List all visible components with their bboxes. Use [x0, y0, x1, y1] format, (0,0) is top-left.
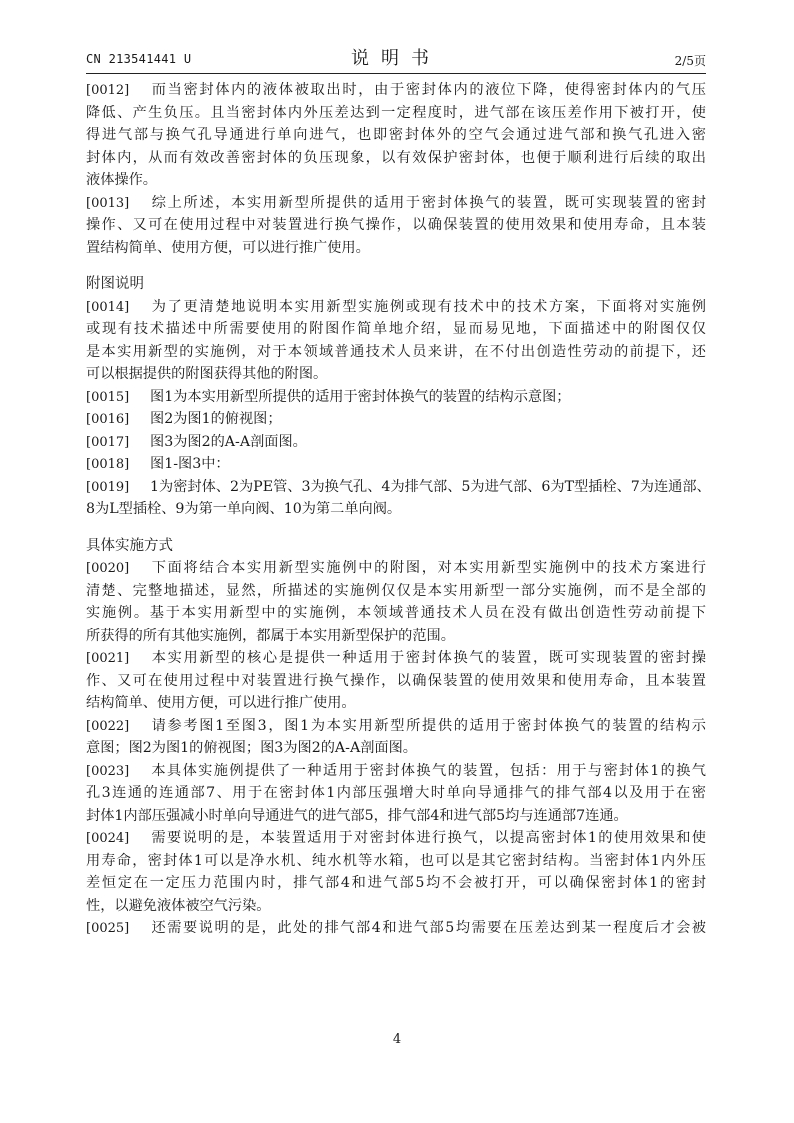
text-line: 意图；图2为图1的俯视图；图3为图2的A-A剖面图。	[86, 740, 417, 756]
text-line: 是本实用新型的实施例，对于本领域普通技术人员来讲，在不付出创造性劳动的前提下，还	[86, 343, 706, 360]
paragraph-number: [0021]	[86, 651, 130, 666]
text-line: 为了更清楚地说明本实用新型实施例或现有技术中的技术方案，下面将对实施例	[150, 298, 706, 315]
paragraph-number: [0018]	[86, 457, 130, 472]
text-line: 8为L型插栓、9为第一单向阀、10为第二单向阀。	[86, 501, 402, 517]
paragraph-0024	[86, 827, 706, 917]
paragraph-number: [0019]	[86, 479, 130, 495]
text-line: 置结构简单、使用方便，可以进行推广使用。	[86, 239, 370, 256]
text-line: 用寿命，密封体1可以是净水机、纯水机等水箱，也可以是其它密封结构。当密封体1内外压	[86, 852, 706, 869]
paragraph-0014	[86, 296, 706, 386]
text-line: 还需要说明的是，此处的排气部4和进气部5均需要在压差达到某一程度后才会被	[150, 920, 706, 936]
page-header	[86, 44, 706, 70]
text-line: 操作、又可在使用过程中对装置进行换气操作，以确保装置的使用效果和使用寿命，且本装	[86, 217, 706, 233]
text-line: 清楚、完整地描述，显然，所描述的实施例仅仅是本实用新型一部分实施例，而不是全部的	[86, 582, 706, 599]
text-line: 或现有技术描述中所需要使用的附图作简单地介绍，显而易见地，下面描述中的附图仅仅	[86, 321, 706, 337]
text-line: 降低、产生负压。且当密封体内外压差达到一定程度时，进气部在该压差作用下被打开，使	[86, 104, 706, 121]
paragraph-number: [0024]	[86, 831, 130, 846]
text-line: 得进气部与换气孔导通进行单向进气，也即密封体外的空气会通过进气部和换气孔进入密	[86, 127, 706, 143]
section-heading-embodiments: 具体实施方式	[86, 537, 173, 554]
page-info: 2/5页	[674, 54, 706, 68]
document-body	[86, 79, 711, 940]
paragraph-0012	[86, 79, 706, 192]
paragraph-number: [0012]	[86, 83, 130, 98]
paragraph-0023	[86, 760, 706, 828]
paragraph-number: [0017]	[86, 434, 130, 450]
paragraph-0016	[86, 408, 706, 431]
text-line: 而当密封体内的液体被取出时，由于密封体内的液位下降，使得密封体内的气压	[150, 82, 706, 98]
text-line: 性，以避免液体被空气污染。	[86, 897, 271, 914]
paragraph-number: [0013]	[86, 195, 130, 211]
text-line: 可以根据提供的附图获得其他的附图。	[86, 366, 328, 382]
header-rule	[86, 73, 706, 74]
text-line: 实施例。基于本实用新型中的实施例，本领域普通技术人员在没有做出创造性劳动前提下	[86, 605, 706, 621]
paragraph-number: [0025]	[86, 921, 130, 936]
publication-number: CN 213541441 U	[86, 52, 192, 66]
paragraph-0019	[86, 476, 711, 521]
paragraph-0020	[86, 557, 706, 647]
paragraph-0015	[86, 386, 706, 409]
text-line: 差恒定在一定压力范围内时，排气部4和进气部5均不会被打开，可以确保密封体1的密封	[86, 875, 706, 891]
text-line: 作、又可在使用过程中对装置进行换气操作，以确保装置的使用效果和使用寿命，且本装置	[86, 672, 706, 689]
text-line: 图1-图3中：	[150, 456, 230, 472]
text-line: 所获得的所有其他实施例，都属于本实用新型保护的范围。	[86, 627, 455, 644]
text-line: 1为密封体、2为PE管、3为换气孔、4为排气部、5为进气部、6为T型插栓、7为连通部、	[150, 478, 711, 495]
text-line: 综上所述，本实用新型所提供的适用于密封体换气的装置，既可实现装置的密封	[150, 194, 706, 211]
paragraph-0017	[86, 431, 706, 454]
paragraph-number: [0014]	[86, 299, 130, 315]
text-line: 孔3连通的连通部7、用于在密封体1内部压强增大时单向导通排气的排气部4以及用于在密	[86, 785, 706, 801]
paragraph-0021	[86, 647, 706, 715]
document-title: 说明书	[351, 48, 441, 69]
text-line: 液体操作。	[86, 172, 157, 188]
paragraph-number: [0022]	[86, 718, 130, 734]
text-line: 本具体实施例提供了一种适用于密封体换气的装置，包括：用于与密封体1的换气	[150, 762, 706, 779]
paragraph-0025	[86, 917, 706, 940]
text-line: 封体内，从而有效改善密封体的负压现象，以有效保护密封体，也便于顺利进行后续的取出	[86, 149, 706, 166]
paragraph-number: [0016]	[86, 412, 130, 427]
paragraph-0018	[86, 453, 706, 476]
text-line: 图1为本实用新型所提供的适用于密封体换气的装置的结构示意图；	[150, 388, 571, 405]
section-heading-drawings: 附图说明	[86, 276, 144, 292]
text-line: 本实用新型的核心是提供一种适用于密封体换气的装置，既可实现装置的密封操	[150, 650, 706, 666]
paragraph-number: [0023]	[86, 763, 130, 779]
paragraph-0013	[86, 192, 706, 260]
text-line: 封体1内部压强减小时单向导通进气的进气部5，排气部4和进气部5均与连通部7连通。	[86, 807, 628, 824]
text-line: 图2为图1的俯视图；	[150, 411, 282, 427]
text-line: 请参考图1至图3，图1为本实用新型所提供的适用于密封体换气的装置的结构示	[150, 717, 706, 734]
page-number: 4	[392, 1032, 402, 1047]
paragraph-number: [0015]	[86, 389, 130, 405]
text-line: 需要说明的是，本装置适用于对密封体进行换气，以提高密封体1的使用效果和使	[150, 830, 706, 846]
paragraph-number: [0020]	[86, 561, 130, 576]
text-line: 图3为图2的A-A剖面图。	[150, 433, 307, 450]
paragraph-0022	[86, 715, 706, 760]
text-line: 结构简单、使用方便，可以进行推广使用。	[86, 695, 356, 711]
text-line: 下面将结合本实用新型实施例中的附图，对本实用新型实施例中的技术方案进行	[150, 560, 706, 576]
